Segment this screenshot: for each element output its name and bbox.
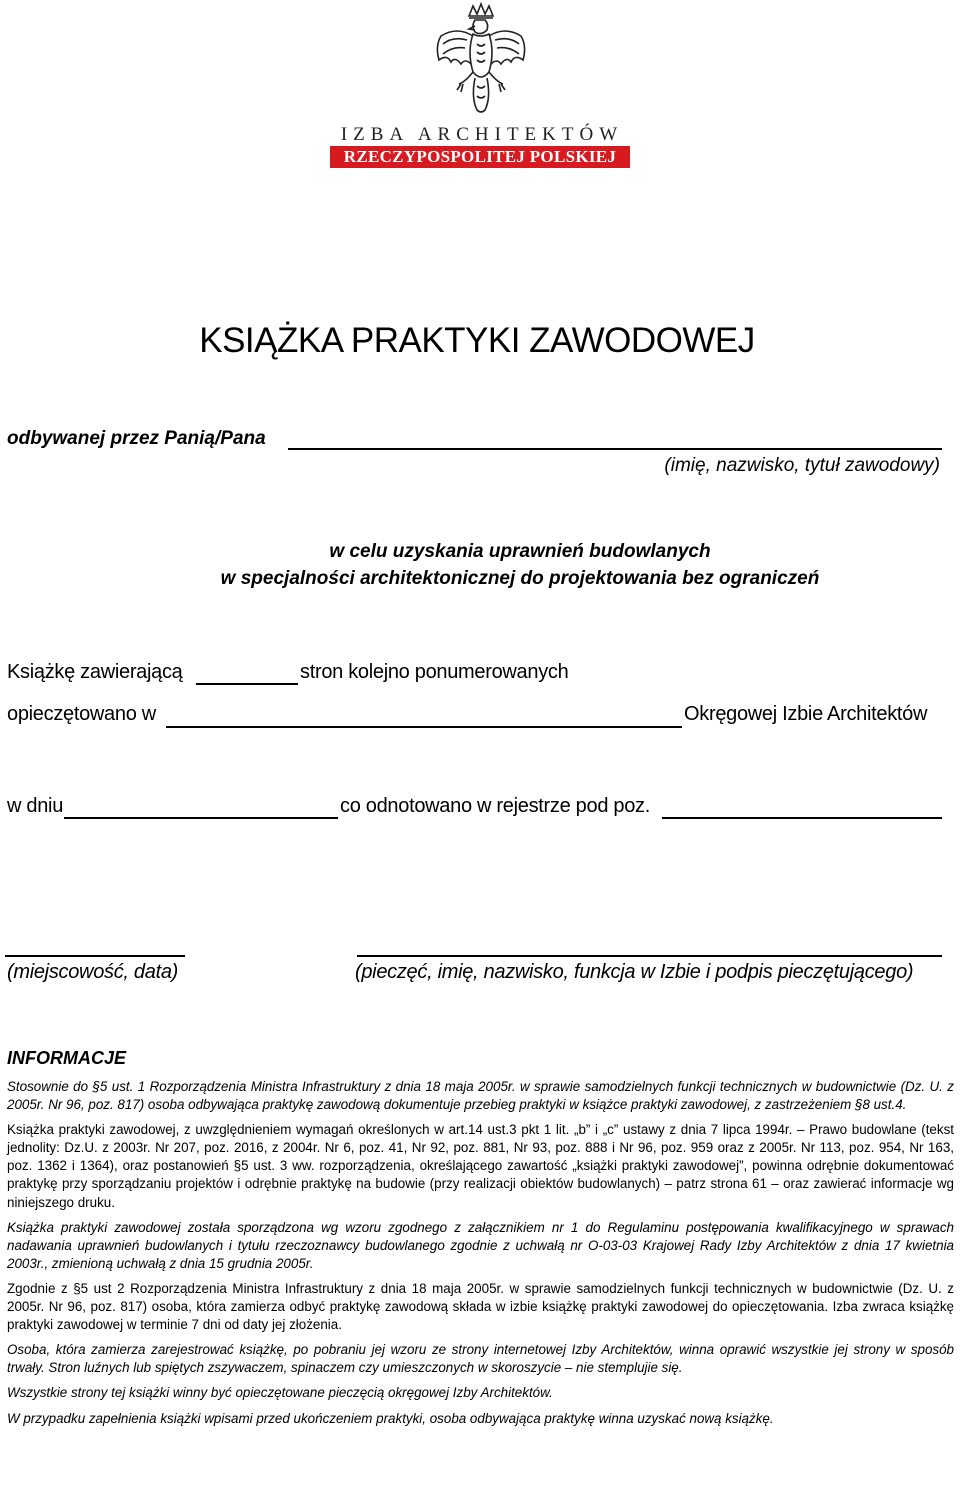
registered-at-label: co odnotowano w rejestrze pod poz. bbox=[340, 795, 650, 817]
place-date-line bbox=[5, 955, 185, 957]
name-hint: (imię, nazwisko, tytuł zawodowy) bbox=[664, 455, 940, 476]
pages-numbered-label: stron kolejno ponumerowanych bbox=[300, 661, 569, 683]
chamber-line bbox=[166, 726, 682, 728]
info-paragraph-6: Wszystkie strony tej książki winny być opieczętowane pieczęcią okręgowej Izby Architektów. bbox=[7, 1385, 553, 1401]
served-by-label: odbywanej przez Panią/Pana bbox=[7, 428, 266, 449]
stamp-signature-line bbox=[357, 955, 942, 957]
register-position-line bbox=[662, 817, 942, 819]
name-line bbox=[288, 448, 942, 450]
info-paragraph-1: Stosownie do §5 ust. 1 Rozporządzenia Ministra Infrastruktury z dnia 18 maja 2005r. w sprawie samodzielnych funkcji technicznych w budownictwie (Dz. U. z 2005r. Nr 96, poz. 817) osoba odbywająca praktykę zawodową dokumentuje przebieg praktyki w książce praktyki zawodowej, z zastrzeżeniem §8 ust.4. bbox=[7, 1079, 954, 1113]
eagle-emblem-icon bbox=[431, 2, 531, 120]
info-paragraph-7: W przypadku zapełnienia książki wpisami przed ukończeniem praktyki, osoba odbywająca praktykę winna uzyskać nową książkę. bbox=[7, 1410, 774, 1426]
district-chamber-label: Okręgowej Izbie Architektów bbox=[684, 703, 928, 725]
info-paragraph-5: Osoba, która zamierza zarejestrować książkę, po pobraniu jej wzoru ze strony internetowej Izby Architektów, winna oprawić wszystkie jej strony w sposób trwały. Stron luźnych lub spiętych zszywaczem, spinaczem czy umieszczonych w skoroszycie – nie stemplujie się. bbox=[7, 1342, 954, 1376]
org-name-line1: IZBA ARCHITEKTÓW bbox=[340, 124, 624, 145]
stamp-hint: (pieczęć, imię, nazwisko, funkcja w Izbie i podpis pieczętującego) bbox=[355, 961, 914, 983]
purpose-line1: w celu uzyskania uprawnień budowlanych bbox=[329, 541, 711, 562]
info-paragraph-2: Książka praktyki zawodowej, z uwzględnieniem wymagań określonych w art.14 ust.3 pkt 1 lit. „b” i „c” ustawy z dnia 7 lipca 1994r. – Prawo budowlane (tekst jednolity: Dz.U. z 2003r. Nr 207, poz. 2016, z 2004r. Nr 6, poz. 41, Nr 92, poz. 881, Nr 93, poz. 888 i Nr 96, poz. 959 oraz z 2005r. Nr 113, poz. 954, Nr 163, poz. 1362 i 1364), oraz postanowień §5 ust. 3 ww. rozporządzenia, określającego zawartość „książki praktyki zawodowej”, powinna odrębnie dokumentować praktykę przy sporządzaniu projektów i odrębnie praktykę na budowie (przy realizacji obiektów budowlanych) – patrz strona 61 – oraz zawierać informacje wg niniejszego druku. bbox=[7, 1122, 954, 1210]
info-paragraph-4: Zgodnie z §5 ust 2 Rozporządzenia Ministra Infrastruktury z dnia 18 maja 2005r. w sprawie samodzielnych funkcji technicznych w budownictwie (Dz. U. z 2005r. Nr 96, poz. 817) osoba, która zamierza odbyć praktykę zawodową składa w izbie książkę praktyki zawodowej do opieczętowania. Izba zwraca książkę praktyki zawodowej w terminie 7 dni od daty jej złożenia. bbox=[7, 1280, 954, 1333]
book-containing-label: Książkę zawierającą bbox=[7, 661, 183, 683]
on-day-label: w dniu bbox=[7, 795, 64, 817]
info-paragraph-3: Książka praktyki zawodowej została sporządzona wg wzoru zgodnego z załącznikiem nr 1 do Regulaminu postępowania kwalifikacyjnego w sprawach nadawania uprawnień budowlanych i tytułu rzeczoznawcy budowlanego zgodnie z uchwałą nr O-03-03 Krajowej Rady Izby Architektów z dnia 17 kwietnia 2003r., zmienioną uchwałą z dnia 15 grudnia 2005r. bbox=[7, 1219, 954, 1271]
purpose-line2: w specjalności architektonicznej do projektowania bez ograniczeń bbox=[220, 568, 820, 589]
info-heading: INFORMACJE bbox=[7, 1048, 127, 1068]
page-title: KSIĄŻKA PRAKTYKI ZAWODOWEJ bbox=[199, 321, 755, 360]
date-line bbox=[64, 817, 338, 819]
place-date-hint: (miejscowość, data) bbox=[7, 961, 179, 983]
stamped-in-label: opieczętowano w bbox=[7, 703, 156, 725]
pages-count-line bbox=[196, 683, 298, 685]
org-name-line2: RZECZYPOSPOLITEJ POLSKIEJ bbox=[330, 146, 630, 168]
info-section bbox=[7, 1078, 954, 1435]
